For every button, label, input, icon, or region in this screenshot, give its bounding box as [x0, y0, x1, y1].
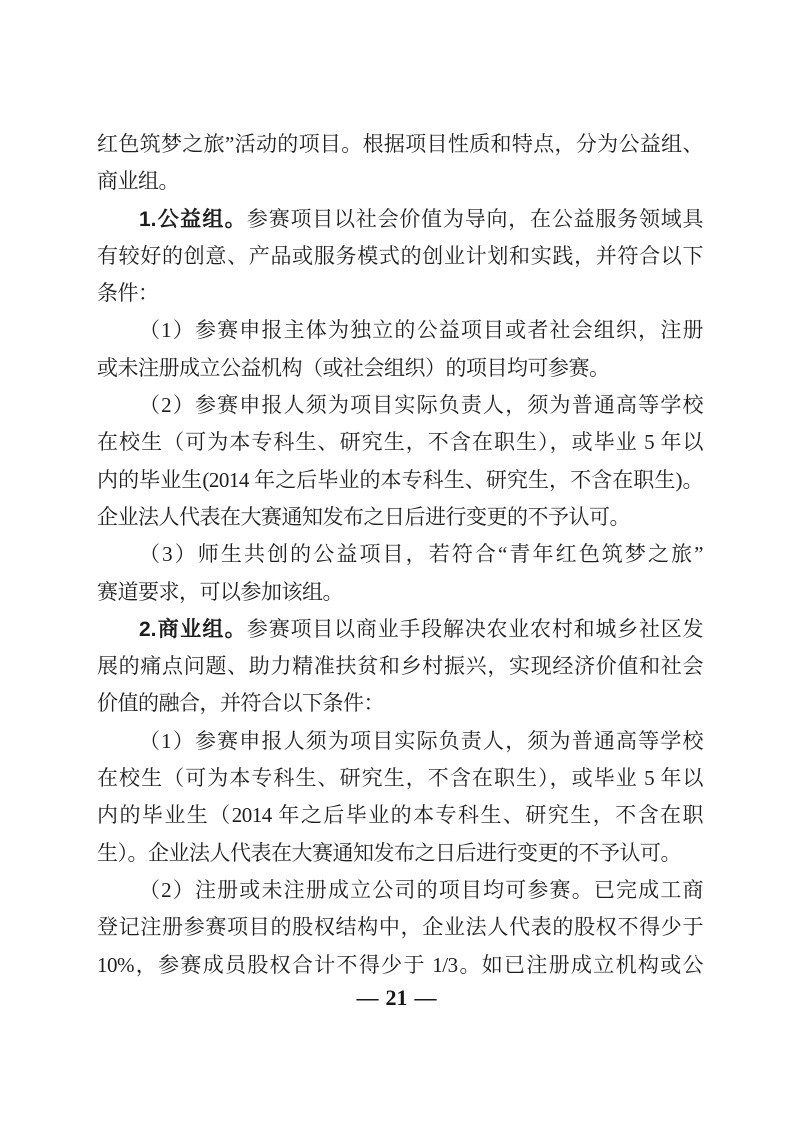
- item-2-line: （2）注册或未注册成立公司的项目均可参赛。已完成工商: [139, 877, 703, 902]
- body-line: 登记注册参赛项目的股权结构中，企业法人代表的股权不得少于: [97, 915, 703, 940]
- item-3-line: （3）师生共创的公益项目，若符合“青年红色筑梦之旅”: [139, 542, 703, 567]
- document-body: [97, 126, 703, 984]
- body-line: 在校生（可为本专科生、研究生，不含在职生），或毕业 5 年以: [97, 766, 703, 791]
- item-1-line: （1）参赛申报人须为项目实际负责人，须为普通高等学校: [139, 728, 703, 753]
- body-line: 赛道要求，可以参加该组。: [97, 579, 343, 604]
- footer-dash-left: —: [356, 985, 379, 1010]
- page-number: 21: [385, 985, 408, 1010]
- body-line: 红色筑梦之旅”活动的项目。根据项目性质和特点，分为公益组、: [97, 132, 703, 156]
- page-footer: [0, 984, 793, 1012]
- section-1-heading: 1.公益组。: [139, 207, 247, 231]
- body-line: 条件：: [97, 281, 159, 306]
- body-line: 在校生（可为本专科生、研究生，不含在职生），或毕业 5 年以: [97, 430, 703, 455]
- body-line: 或未注册成立公益机构（或社会组织）的项目均可参赛。: [97, 355, 610, 380]
- item-2-line: （2）参赛申报人须为项目实际负责人，须为普通高等学校: [139, 393, 703, 418]
- body-line: 商业组。: [97, 169, 179, 194]
- footer-dash-right: —: [414, 985, 437, 1010]
- body-line: 内的毕业生（2014 年之后毕业的本专科生、研究生，不含在职: [97, 803, 703, 828]
- body-line: 生）。企业法人代表在大赛通知发布之日后进行变更的不予认可。: [97, 840, 681, 865]
- body-line: 企业法人代表在大赛通知发布之日后进行变更的不予认可。: [97, 504, 630, 529]
- section-2-heading-line: 2.商业组。参赛项目以商业手段解决农业农村和城乡社区发: [139, 616, 704, 641]
- body-line: 内的毕业生(2014 年之后毕业的本专科生、研究生，不含在职生)。: [97, 467, 703, 492]
- section-1-heading-line: 1.公益组。参赛项目以社会价值为导向，在公益服务领域具: [139, 206, 704, 231]
- body-line: 价值的融合，并符合以下条件：: [97, 691, 384, 716]
- section-2-heading: 2.商业组。: [139, 617, 247, 641]
- body-line: 有较好的创意、产品或服务模式的创业计划和实践，并符合以下: [97, 243, 703, 268]
- body-line: 10%，参赛成员股权合计不得少于 1/3。如已注册成立机构或公: [97, 952, 703, 977]
- body-line: 展的痛点问题、助力精准扶贫和乡村振兴，实现经济价值和社会: [97, 654, 703, 679]
- item-1-line: （1）参赛申报主体为独立的公益项目或者社会组织，注册: [139, 318, 703, 343]
